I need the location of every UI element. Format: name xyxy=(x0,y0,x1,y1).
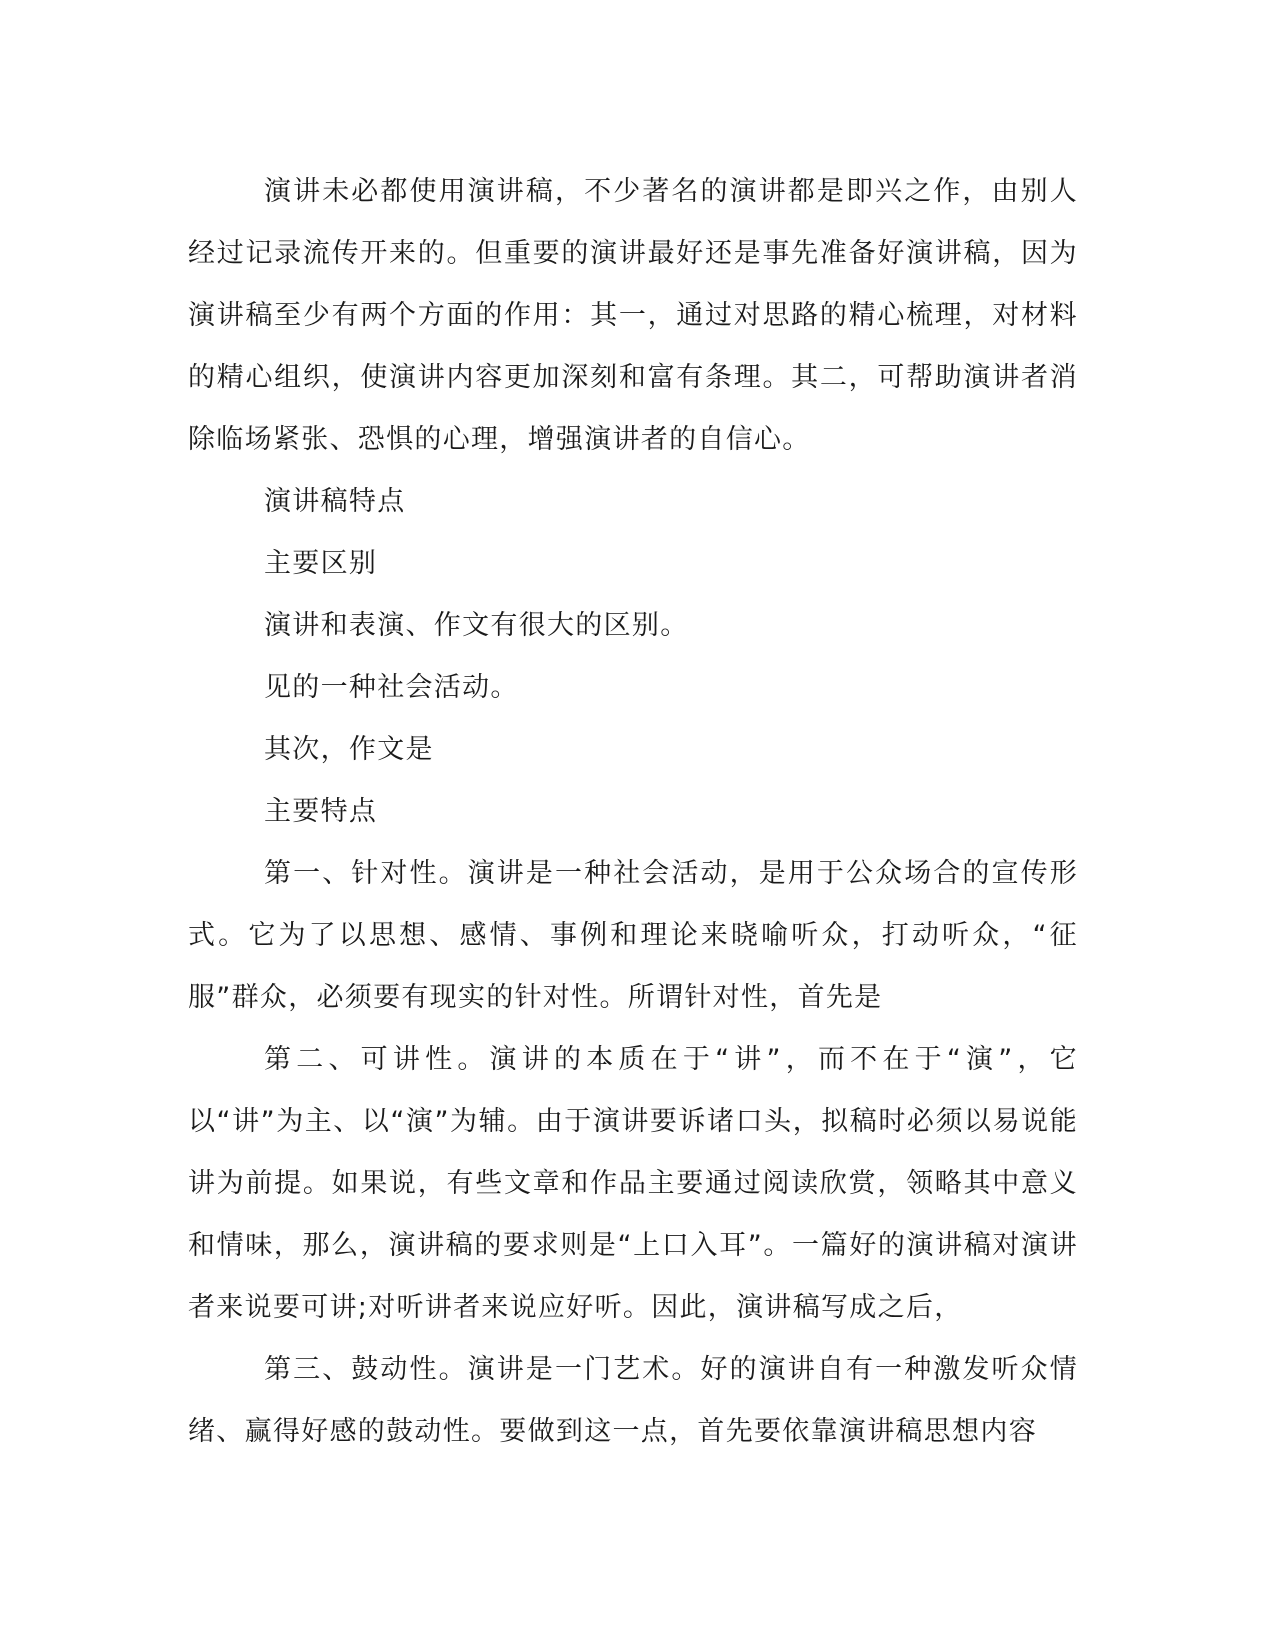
document-body xyxy=(188,161,1078,1463)
paragraph-feature-three: 第三、鼓动性。演讲是一门艺术。好的演讲自有一种激发听众情绪、赢得好感的鼓动性。要做到这一点，首先要依靠演讲稿思想内容 xyxy=(188,1354,1078,1447)
paragraph-intro: 演讲未必都使用演讲稿，不少著名的演讲都是即兴之作，由别人经过记录流传开来的。但重要的演讲最好还是事先准备好演讲稿，因为演讲稿至少有两个方面的作用：其一，通过对思路的精心梳理，对材料的精心组织，使演讲内容更加深刻和富有条理。其二，可帮助演讲者消除临场紧张、恐惧的心理，增强演讲者的自信心。 xyxy=(188,176,1078,455)
paragraph-social-activity: 见的一种社会活动。 xyxy=(264,672,519,703)
heading-main-differences: 主要区别 xyxy=(264,548,378,579)
heading-speech-features: 演讲稿特点 xyxy=(264,486,406,517)
paragraph-differences: 演讲和表演、作文有很大的区别。 xyxy=(264,610,689,641)
heading-main-features: 主要特点 xyxy=(264,796,378,827)
paragraph-feature-one: 第一、针对性。演讲是一种社会活动，是用于公众场合的宣传形式。它为了以思想、感情、事例和理论来晓喻听众，打动听众，“征服”群众，必须要有现实的针对性。所谓针对性，首先是 xyxy=(188,858,1078,1013)
paragraph-secondly: 其次，作文是 xyxy=(264,734,434,765)
paragraph-feature-two: 第二、可讲性。演讲的本质在于“讲”，而不在于“演”，它以“讲”为主、以“演”为辅。由于演讲要诉诸口头，拟稿时必须以易说能讲为前提。如果说，有些文章和作品主要通过阅读欣赏，领略其中意义和情味，那么，演讲稿的要求则是“上口入耳”。一篇好的演讲稿对演讲者来说要可讲;对听讲者来说应好听。因此，演讲稿写成之后， xyxy=(188,1044,1078,1323)
